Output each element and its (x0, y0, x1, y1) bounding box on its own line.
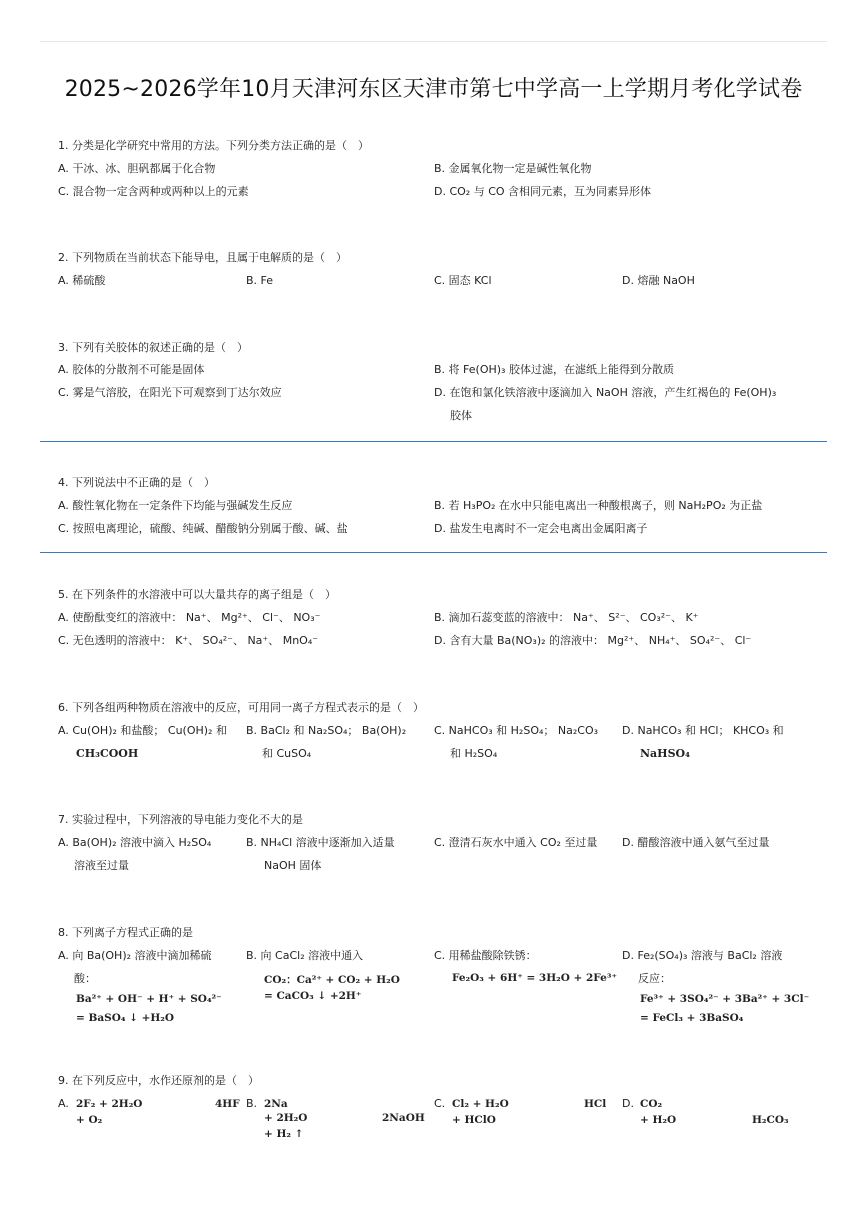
question-9-option-b-reactant: 2Na (264, 1098, 288, 1110)
question-9-option-a-reactants: 2F₂ + 2H₂O (76, 1098, 143, 1110)
question-6-option-d[interactable]: D. NaHCO₃ 和 HCl； KHCO₃ 和 (622, 724, 784, 737)
question-3-option-d-cont: 胶体 (450, 409, 472, 422)
question-8-option-b-equation-cont: = CaCO₃ ↓ +2H⁺ (264, 990, 362, 1002)
question-7-option-d[interactable]: D. 醋酸溶液中通入氨气至过量 (622, 836, 770, 849)
question-9-option-a-product: 4HF (215, 1098, 240, 1110)
question-9-option-c-product-cont: + HClO (452, 1114, 496, 1126)
question-8-option-d-equation-cont: = FeCl₃ + 3BaSO₄ (640, 1012, 744, 1024)
question-9-option-c-reactants: Cl₂ + H₂O (452, 1098, 509, 1110)
question-2-stem: 2. 下列物质在当前状态下能导电，且属于电解质的是（ ） (58, 251, 347, 264)
question-9-option-c[interactable]: C. (434, 1097, 446, 1110)
question-9-option-a[interactable]: A. (58, 1097, 69, 1110)
question-1-option-a[interactable]: A. 干冰、冰、胆矾都属于化合物 (58, 162, 216, 175)
question-8-option-d-equation: Fe³⁺ + 3SO₄²⁻ + 3Ba²⁺ + 3Cl⁻ (640, 993, 810, 1005)
question-8-option-b[interactable]: B. 向 CaCl₂ 溶液中通入 (246, 949, 364, 962)
question-7-option-a-cont: 溶液至过量 (74, 859, 129, 872)
question-8-option-a[interactable]: A. 向 Ba(OH)₂ 溶液中滴加稀硫 (58, 949, 212, 962)
question-4-stem: 4. 下列说法中不正确的是（ ） (58, 476, 215, 489)
question-7-stem: 7. 实验过程中，下列溶液的导电能力变化不大的是 (58, 813, 303, 826)
question-6-option-a-cont: CH₃COOH (76, 747, 139, 760)
question-1-option-c[interactable]: C. 混合物一定含两种或两种以上的元素 (58, 185, 249, 198)
question-8-stem: 8. 下列离子方程式正确的是 (58, 926, 193, 939)
question-2-option-a[interactable]: A. 稀硫酸 (58, 274, 106, 287)
question-9-option-d-reactant: CO₂ (640, 1098, 663, 1110)
question-6-option-c[interactable]: C. NaHCO₃ 和 H₂SO₄； Na₂CO₃ (434, 724, 599, 737)
question-4-option-d[interactable]: D. 盐发生电离时不一定会电离出金属阳离子 (434, 522, 648, 535)
question-9-option-b-reactant-cont: + 2H₂O (264, 1112, 308, 1124)
question-9-option-a-product-cont: + O₂ (76, 1114, 103, 1126)
question-8-option-a-line2: 酸： (74, 972, 96, 985)
question-5-option-b[interactable]: B. 滴加石蕊变蓝的溶液中： Na⁺、 S²⁻、 CO₃²⁻、 K⁺ (434, 611, 699, 624)
question-8-option-d-line2: 反应： (638, 972, 671, 985)
question-6-option-b-cont: 和 CuSO₄ (262, 747, 312, 760)
question-8-option-a-equation-cont: = BaSO₄ ↓ +H₂O (76, 1012, 175, 1024)
question-6-option-b[interactable]: B. BaCl₂ 和 Na₂SO₄； Ba(OH)₂ (246, 724, 407, 737)
page-title: 2025~2026学年10月天津河东区天津市第七中学高一上学期月考化学试卷 (64, 77, 803, 102)
question-9-option-b-product-cont: + H₂ ↑ (264, 1128, 304, 1140)
question-5-option-d[interactable]: D. 含有大量 Ba(NO₃)₂ 的溶液中： Mg²⁺、 NH₄⁺、 SO₄²⁻、 Cl⁻ (434, 634, 752, 647)
question-3-option-a[interactable]: A. 胶体的分散剂不可能是固体 (58, 363, 205, 376)
question-9-option-b[interactable]: B. (246, 1097, 258, 1110)
question-7-option-c[interactable]: C. 澄清石灰水中通入 CO₂ 至过量 (434, 836, 598, 849)
top-rule (40, 41, 827, 42)
question-6-option-a[interactable]: A. Cu(OH)₂ 和盐酸； Cu(OH)₂ 和 (58, 724, 227, 737)
question-8-option-c-equation: Fe₂O₃ + 6H⁺ = 3H₂O + 2Fe³⁺ (452, 972, 617, 984)
question-9-option-c-product: HCl (584, 1098, 607, 1110)
question-2-option-b[interactable]: B. Fe (246, 274, 274, 287)
question-4-option-b[interactable]: B. 若 H₃PO₂ 在水中只能电离出一种酸根离子，则 NaH₂PO₂ 为正盐 (434, 499, 763, 512)
question-5-option-c[interactable]: C. 无色透明的溶液中： K⁺、 SO₄²⁻、 Na⁺、 MnO₄⁻ (58, 634, 319, 647)
question-3-stem: 3. 下列有关胶体的叙述正确的是（ ） (58, 341, 248, 354)
section-divider (40, 441, 827, 442)
question-9-option-b-product: 2NaOH (382, 1112, 425, 1124)
question-6-stem: 6. 下列各组两种物质在溶液中的反应，可用同一离子方程式表示的是（ ） (58, 701, 424, 714)
question-5-option-a[interactable]: A. 使酚酞变红的溶液中： Na⁺、 Mg²⁺、 Cl⁻、 NO₃⁻ (58, 611, 321, 624)
question-2-option-d[interactable]: D. 熔融 NaOH (622, 274, 695, 287)
question-7-option-a[interactable]: A. Ba(OH)₂ 溶液中滴入 H₂SO₄ (58, 836, 212, 849)
question-1-option-b[interactable]: B. 金属氧化物一定是碱性氧化物 (434, 162, 592, 175)
question-6-option-c-cont: 和 H₂SO₄ (450, 747, 498, 760)
question-7-option-b-cont: NaOH 固体 (264, 859, 322, 872)
question-6-option-d-cont: NaHSO₄ (640, 747, 690, 760)
question-8-option-b-equation: CO₂：Ca²⁺ + CO₂ + H₂O (264, 974, 400, 986)
question-1-stem: 1. 分类是化学研究中常用的方法。下列分类方法正确的是（ ） (58, 139, 369, 152)
question-3-option-c[interactable]: C. 雾是气溶胶，在阳光下可观察到丁达尔效应 (58, 386, 282, 399)
section-divider (40, 552, 827, 553)
question-7-option-b[interactable]: B. NH₄Cl 溶液中逐渐加入适量 (246, 836, 395, 849)
question-9-option-d-reactant-cont: + H₂O (640, 1114, 677, 1126)
question-9-stem: 9. 在下列反应中，水作还原剂的是（ ） (58, 1074, 259, 1087)
question-3-option-d[interactable]: D. 在饱和氯化铁溶液中逐滴加入 NaOH 溶液，产生红褐色的 Fe(OH)₃ (434, 386, 777, 399)
question-4-option-c[interactable]: C. 按照电离理论，硫酸、纯碱、醋酸钠分别属于酸、碱、盐 (58, 522, 348, 535)
question-9-option-d[interactable]: D. (622, 1097, 634, 1110)
question-8-option-c[interactable]: C. 用稀盐酸除铁锈： (434, 949, 537, 962)
question-5-stem: 5. 在下列条件的水溶液中可以大量共存的离子组是（ ） (58, 588, 336, 601)
question-8-option-a-equation: Ba²⁺ + OH⁻ + H⁺ + SO₄²⁻ (76, 993, 222, 1005)
question-3-option-b[interactable]: B. 将 Fe(OH)₃ 胶体过滤，在滤纸上能得到分散质 (434, 363, 674, 376)
question-8-option-d[interactable]: D. Fe₂(SO₄)₃ 溶液与 BaCl₂ 溶液 (622, 949, 783, 962)
question-9-option-d-product: H₂CO₃ (752, 1114, 789, 1126)
question-4-option-a[interactable]: A. 酸性氧化物在一定条件下均能与强碱发生反应 (58, 499, 293, 512)
question-1-option-d[interactable]: D. CO₂ 与 CO 含相同元素，互为同素异形体 (434, 185, 652, 198)
question-2-option-c[interactable]: C. 固态 KCl (434, 274, 492, 287)
